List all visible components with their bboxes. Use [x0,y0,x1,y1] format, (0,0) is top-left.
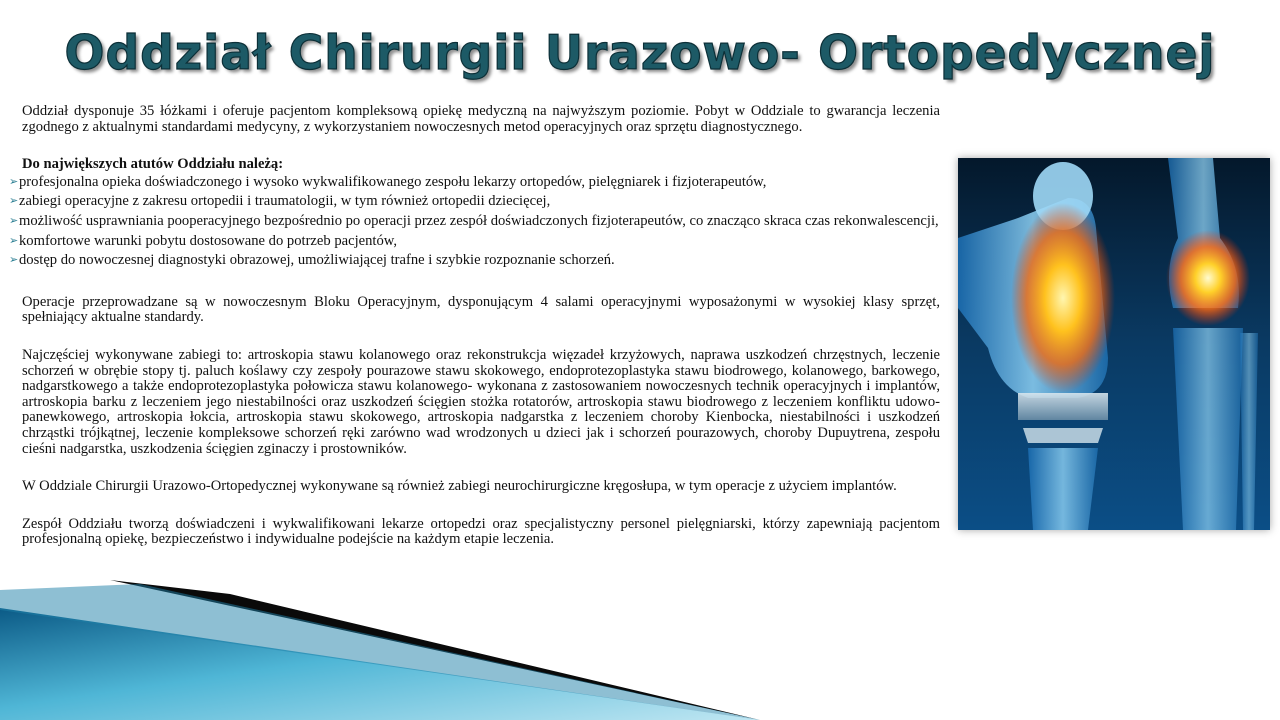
decorative-swoosh [0,580,1280,720]
zabiegi-paragraph: Najczęściej wykonywane zabiegi to: artroskopia stawu kolanowego oraz rekonstrukcja więzadeł krzyżowych, naprawa uszkodzeń chrzęstnych, leczenie schorzeń w obrębie stopy tj. paluch koślawy czy zespoły pourazowe stawu skokowego, endoprotezoplastyka stawu biodrowego, kolanowego, barkowego, nadgarstkowego a także endoprotezoplastyka połowicza stawu kolanowego- wykonana z zastosowaniem nowoczesnych technik operacyjnych i implantów, artroskopia barku z leczeniem jego niestabilności oraz uszkodzeń ścięgien stożka rotatorów, artroskopia stawu biodrowego z leczeniem konfliktu udowo- panewkowego, artroskopia łokcia, artroskopia stawu skokowego, artroskopia nadgarstka z leczeniem choroby Kienbocka, niestabilności i uszkodzeń chrząstki trójkątnej, leczenie kompleksowe schorzeń ręki zarówno wad wrodzonych u dzieci jak i schorzeń pourazowych, choroby Dupuytrena, zespołu cieśni nadgarstka, uszkodzenia ścięgien zginaczy i prostowników. [22,346,940,457]
arrow-bullet-icon: ➢ [9,214,19,227]
main-content [9,103,940,548]
neuro-paragraph: W Oddziale Chirurgii Urazowo-Ortopedycznej wykonywane są również zabiegi neurochirurgiczne kręgosłupa, w tym operacje z użyciem implantów. [22,478,897,495]
atuty-heading: Do największych atutów Oddziału należą: [22,156,284,173]
arrow-bullet-icon: ➢ [9,175,19,188]
list-item: ➢ komfortowe warunki pobytu dostosowane do potrzeb pacjentów, [9,232,397,249]
list-item: ➢ możliwość usprawniania pooperacyjnego bezpośrednio po operacji przez zespół doświadczonych fizjoterapeutów, co znacząco skraca czas rekonwalescencji, [9,212,939,229]
list-item: ➢ zabiegi operacyjne z zakresu ortopedii i traumatologii, w tym również ortopedii dziecięcej, [9,193,551,210]
blok-paragraph: Operacje przeprowadzane są w nowoczesnym Bloku Operacyjnym, dysponującym 4 salami operacyjnymi wyposażonymi w wysokiej klasy sprzęt, spełniający aktualne standardy. [22,293,940,326]
zespol-paragraph: Zespół Oddziału tworzą doświadczeni i wykwalifikowani lekarze ortopedzi oraz specjalistyczny personel pielęgniarski, którzy zapewniają pacjentom profesjonalną opiekę, bezpieczeństwo i indywidualne podejście na każdym etapie leczenia. [22,515,940,548]
atuty-list [9,173,940,269]
arrow-bullet-icon: ➢ [9,254,19,267]
list-item: ➢ dostęp do nowoczesnej diagnostyki obrazowej, umożliwiającej trafne i szybkie rozpoznanie schorzeń. [9,252,615,269]
arrow-bullet-icon: ➢ [9,234,19,247]
arrow-bullet-icon: ➢ [9,195,19,208]
intro-paragraph: Oddział dysponuje 35 łóżkami i oferuje pacjentom kompleksową opiekę medyczną na najwyższym poziomie. Pobyt w Oddziale to gwarancja leczenia zgodnego z aktualnymi standardami medycyny, z wykorzystaniem nowoczesnych metod operacyjnych oraz sprzętu diagnostycznego. [22,103,940,135]
knee-xray-illustration [958,158,1270,530]
list-item: ➢ profesjonalna opieka doświadczonego i wysoko wykwalifikowanego zespołu lekarzy ortopedów, pielęgniarek i fizjoterapeutów, [9,173,767,190]
page-title: Oddział Chirurgii Urazowo- Ortopedycznej [64,26,1216,81]
